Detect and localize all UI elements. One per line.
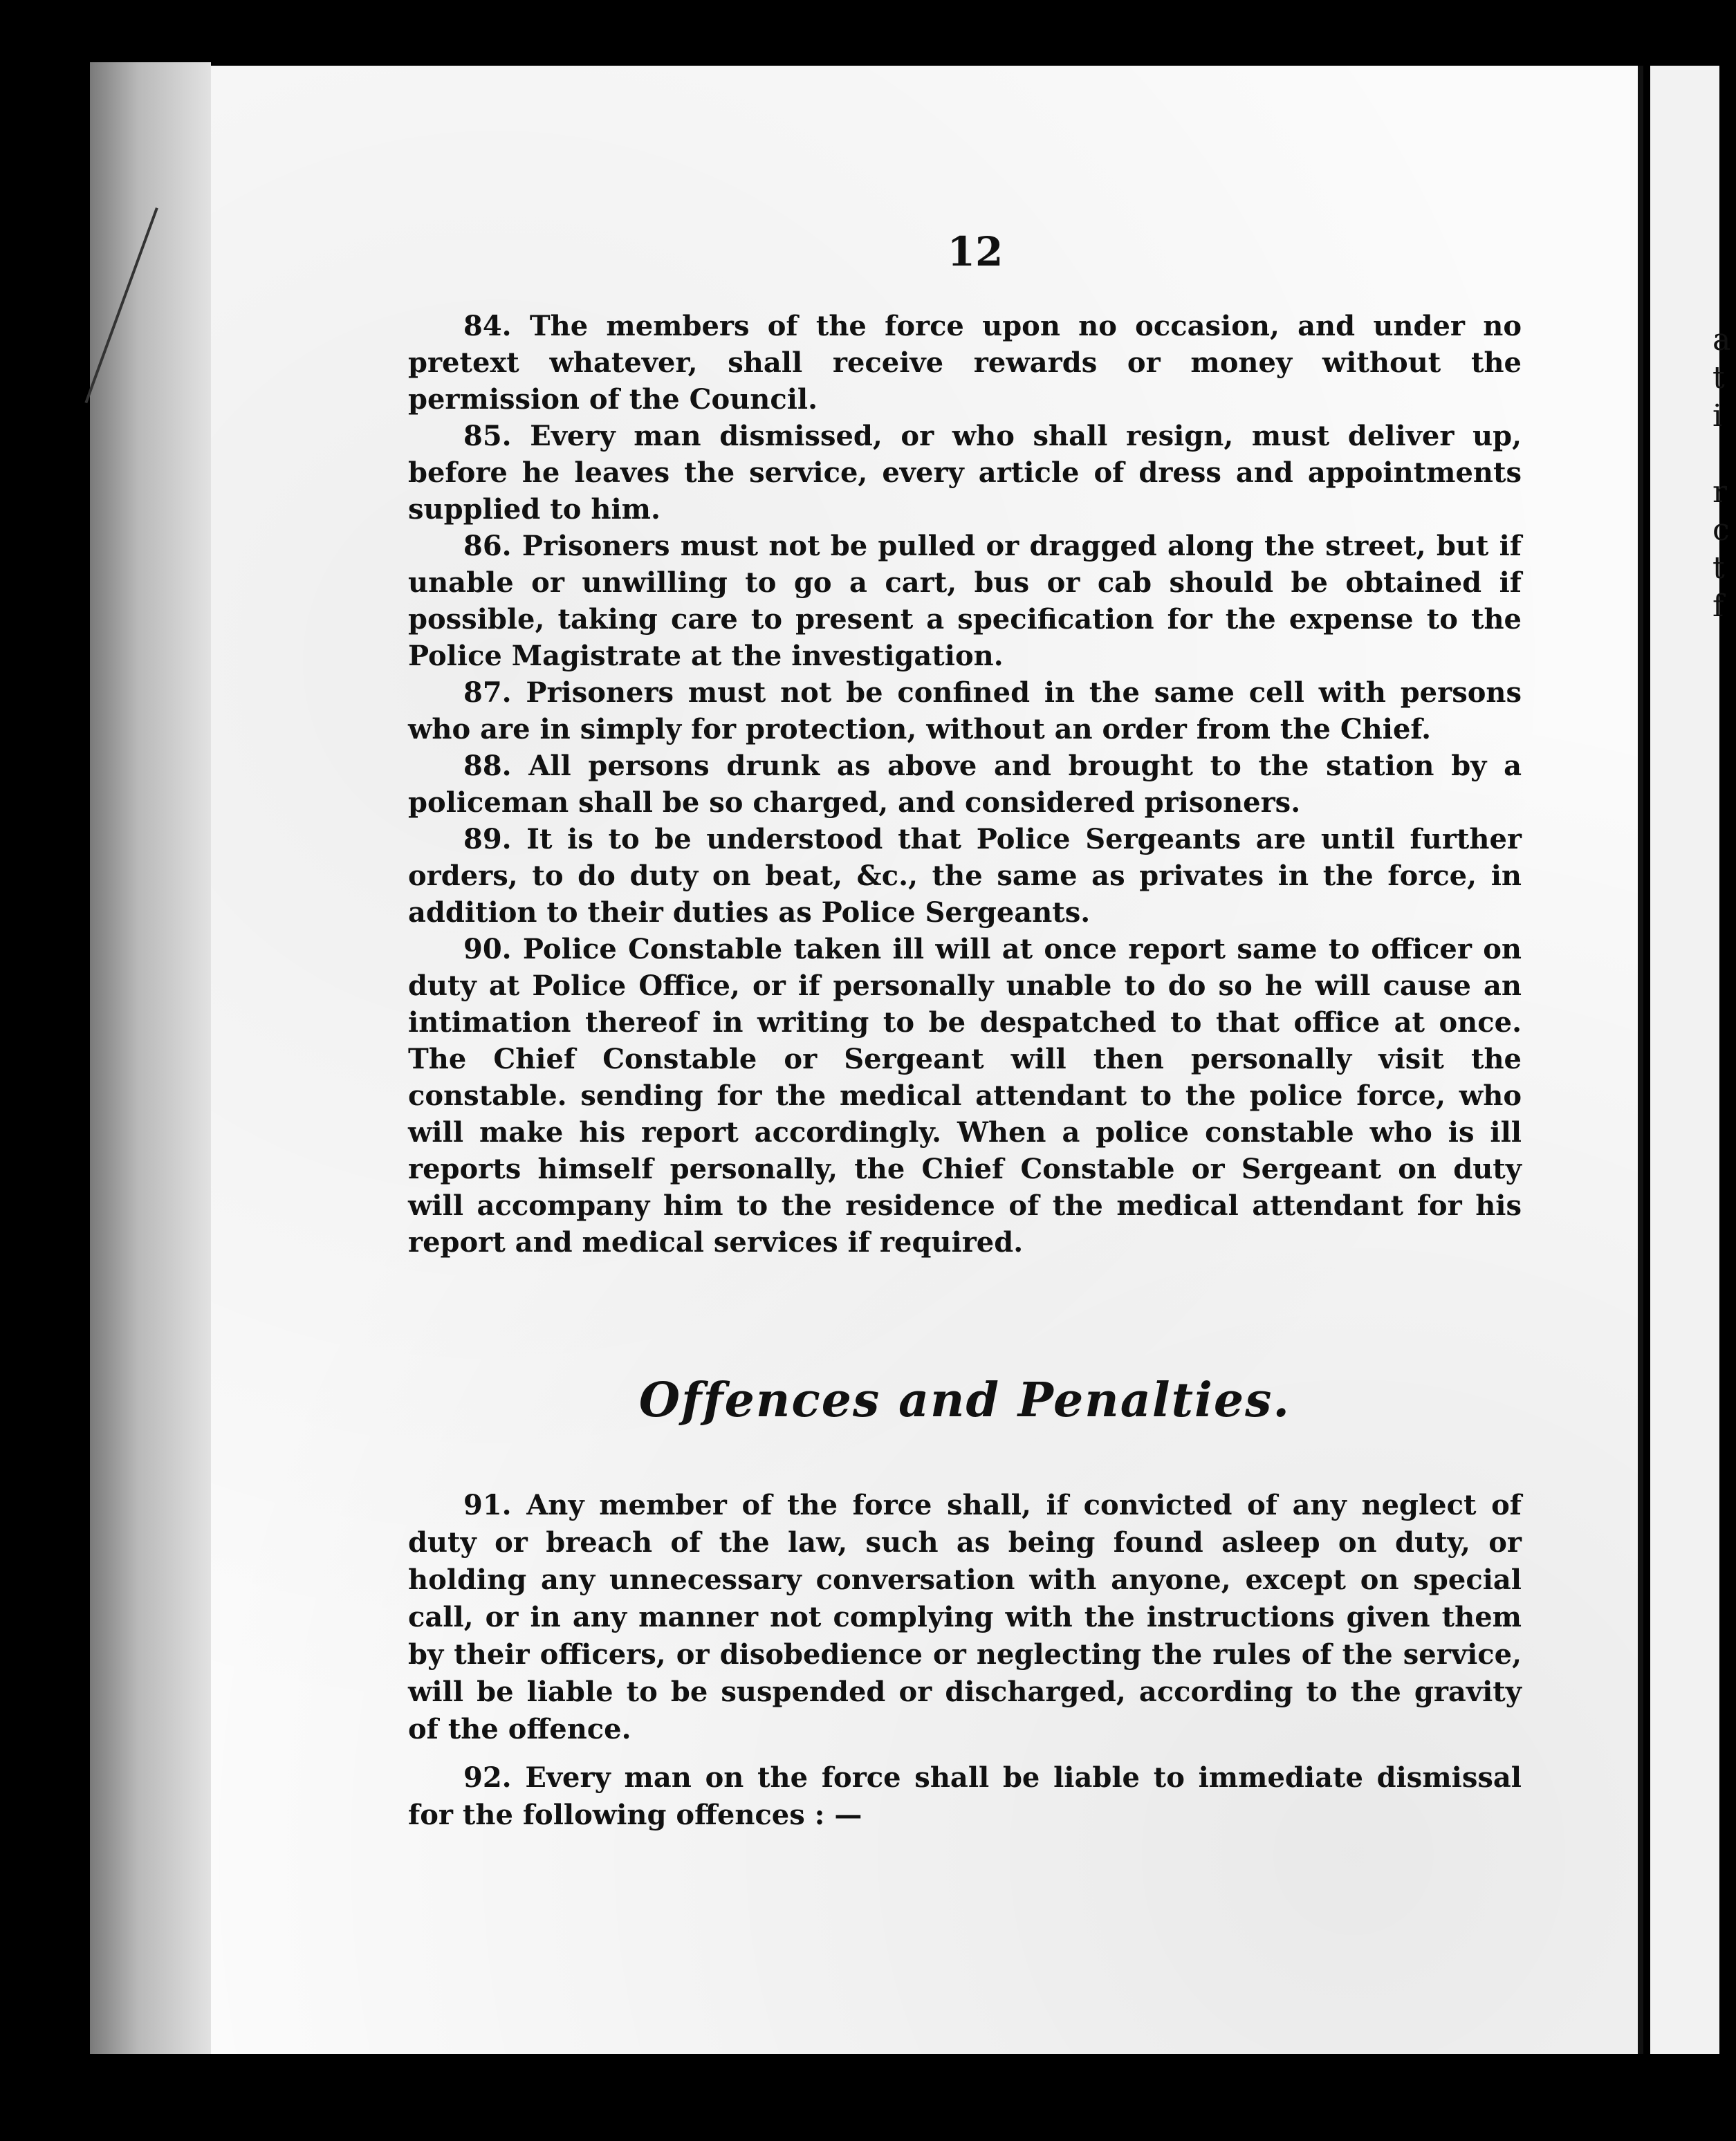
rule-number: 91.: [463, 1489, 512, 1521]
book-binding-edge: [90, 62, 211, 2054]
rule-paragraph: [408, 418, 1522, 528]
rule-text: It is to be understood that Police Sergeants are until further orders, to do duty on beat, &c., the same as privates in the force, in addition to their duties as Police Sergeants.: [408, 823, 1522, 929]
rules-section-91-92: [408, 1487, 1522, 1834]
rules-section-84-90: [408, 308, 1522, 1261]
rule-number: 88.: [463, 750, 512, 782]
rule-text: All persons drunk as above and brought to the station by a policeman shall be so charged, and considered prisoners.: [408, 750, 1522, 819]
rule-number: 85.: [463, 420, 512, 452]
rule-number: 92.: [463, 1761, 512, 1794]
rule-paragraph: [408, 1759, 1522, 1834]
rule-text: The members of the force upon no occasion, and under no pretext whatever, shall receive rewards or money without the permission of the Council.: [408, 310, 1522, 416]
adjacent-page-letter: i: [1712, 398, 1723, 434]
rule-paragraph: [408, 1487, 1522, 1748]
page-number: 12: [947, 228, 1004, 275]
adjacent-page-letter: f: [1712, 588, 1724, 624]
rule-paragraph: [408, 674, 1522, 748]
rule-text: Prisoners must not be confined in the same cell with persons who are in simply for protection, without an order from the Chief.: [408, 676, 1522, 745]
adjacent-page-letter: t: [1712, 550, 1725, 586]
rule-text: Every man on the force shall be liable to immediate dismissal for the following offences : —: [408, 1761, 1522, 1831]
rule-paragraph: [408, 821, 1522, 931]
adjacent-page-letter: t: [1712, 360, 1725, 396]
rule-number: 86.: [463, 530, 512, 562]
rule-text: Every man dismissed, or who shall resign, must deliver up, before he leaves the service, every article of dress and appointments supplied to him.: [408, 420, 1522, 526]
adjacent-page-sliver: [1650, 66, 1719, 2054]
rule-number: 87.: [463, 676, 512, 709]
rule-paragraph: [408, 528, 1522, 674]
rule-paragraph: [408, 748, 1522, 821]
rule-text: Police Constable taken ill will at once report same to officer on duty at Police Office, or if personally unable to do so he will cause an intimation thereof in writing to be despatched to that office at once. The Chief Constable or Sergeant will then personally visit the constable. sending for the medical attendant to the police force, who will make his report accordingly. When a police constable who is ill reports himself personally, the Chief Constable or Sergeant on duty will accompany him to the residence of the medical attendant for his report and medical services if required.: [408, 933, 1522, 1259]
rule-text: Prisoners must not be pulled or dragged along the street, but if unable or unwilling to go a cart, bus or cab should be obtained if possible, taking care to present a specification for the expense to the Police Magistrate at the investigation.: [408, 530, 1522, 672]
rule-paragraph: [408, 308, 1522, 418]
rule-number: 89.: [463, 823, 512, 855]
page-gutter: [1638, 66, 1643, 2054]
adjacent-page-letter: c: [1712, 512, 1730, 548]
rule-text: Any member of the force shall, if convicted of any neglect of duty or breach of the law, such as being found asleep on duty, or holding any unnecessary conversation with anyone, except on special call, or in any manner not complying with the instructions given them by their officers, or disobedience or neglecting the rules of the service, will be liable to be suspended or discharged, according to the gravity of the offence.: [408, 1489, 1522, 1745]
section-heading: Offences and Penalties.: [638, 1373, 1291, 1428]
rule-number: 84.: [463, 310, 512, 342]
adjacent-page-letter: a: [1712, 322, 1731, 358]
rule-number: 90.: [463, 933, 512, 965]
adjacent-page-letter: r: [1712, 474, 1728, 510]
rule-paragraph: [408, 931, 1522, 1261]
